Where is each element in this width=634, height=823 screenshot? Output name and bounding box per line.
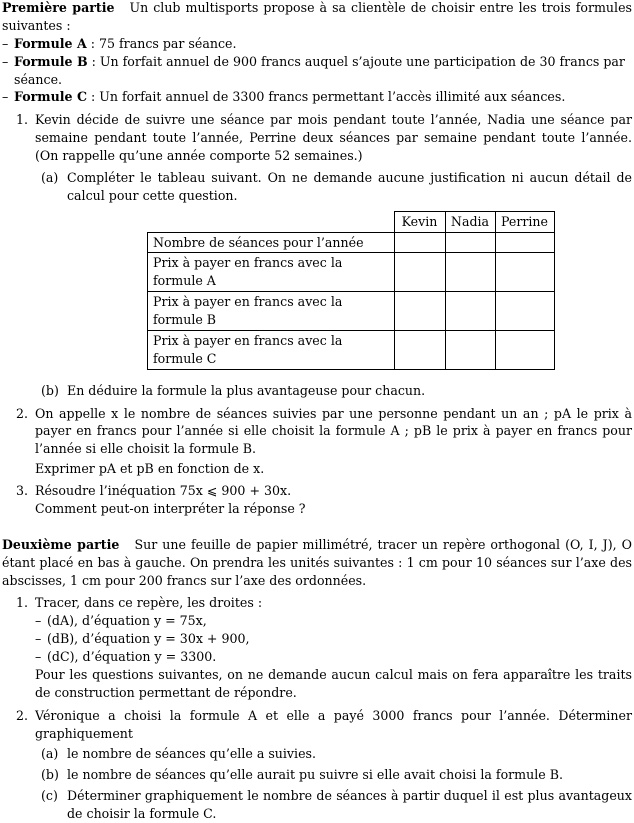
formula-b-name: Formule B	[14, 53, 88, 69]
answer-cell[interactable]	[495, 292, 554, 331]
subquestion-text: En déduire la formule la plus avantageuse pour chacun.	[67, 382, 426, 398]
part1-title: Première partie	[2, 0, 115, 15]
part2-question-2	[2, 707, 632, 743]
question-text: Tracer, dans ce repère, les droites :	[35, 595, 263, 611]
table-row	[148, 330, 555, 369]
line-equation-da: – (dA), d’équation y = 75x,	[35, 612, 632, 630]
question-number: 2.	[16, 405, 29, 421]
formula-c-name: Formule C	[14, 89, 87, 105]
subquestion-label: (a)	[41, 746, 59, 762]
question-number: 1.	[16, 112, 29, 128]
subquestion-label: (a)	[41, 169, 59, 185]
line-equation-dc: – (dC), d’équation y = 3300.	[35, 648, 632, 666]
answer-cell[interactable]	[445, 232, 495, 253]
row-label-price-a: Prix à payer en francs avec la formule A	[148, 253, 395, 292]
answer-cell[interactable]	[495, 330, 554, 369]
answer-cell[interactable]	[394, 232, 445, 253]
answer-cell[interactable]	[495, 232, 554, 253]
table-header-row	[148, 211, 555, 232]
part2-question-1	[2, 594, 632, 701]
part2-title: Deuxième partie	[2, 536, 120, 552]
part1-intro-text: Un club multisports propose à sa clientèle de choisir entre les trois formules suivantes :	[2, 0, 632, 33]
answer-cell[interactable]	[394, 330, 445, 369]
document-page	[2, 0, 632, 823]
part2-intro	[2, 536, 632, 590]
part1-question-3	[2, 482, 632, 518]
subquestion-label: (b)	[41, 767, 59, 783]
subquestion-text: Déterminer graphiquement le nombre de séances à partir duquel il est plus avantageux de choisir la formule C.	[67, 788, 632, 821]
formula-c	[2, 88, 632, 106]
answer-cell[interactable]	[445, 253, 495, 292]
answer-cell[interactable]	[394, 292, 445, 331]
formula-a-desc: : 75 francs par séance.	[86, 35, 237, 51]
part2-question-2b	[2, 766, 632, 784]
part1-question-1	[2, 111, 632, 165]
answer-table	[147, 211, 555, 370]
question-text: Résoudre l’inéquation 75x ⩽ 900 + 30x.	[35, 483, 292, 498]
formula-b	[2, 53, 632, 89]
formula-b-desc: : Un forfait annuel de 900 francs auquel s’ajoute une participation de 30 francs par séance.	[14, 53, 625, 87]
table-corner-cell	[148, 211, 395, 232]
formula-a-name: Formule A	[14, 35, 87, 51]
part1-question-1b	[2, 382, 632, 400]
table-header-nadia: Nadia	[445, 211, 495, 232]
question-text: On appelle x le nombre de séances suivies par une personne pendant un an ; pA le prix à payer en francs pour l’année si elle choisit la formule A ; pB le prix à payer en francs pour l’année si elle choisit la formule B.	[35, 405, 632, 457]
question-text: Kevin décide de suivre une séance par mois pendant toute l’année, Nadia une séance par semaine pendant toute l’année, Perrine deux séances par semaine pendant toute l’année. (On rappelle qu’une année comporte 52 semaines.)	[35, 112, 632, 163]
table-header-perrine: Perrine	[495, 211, 554, 232]
table-row	[148, 232, 555, 253]
table-row	[148, 292, 555, 331]
question-text-2: Pour les questions suivantes, on ne demande aucun calcul mais on fera apparaître les traits de construction permettant de répondre.	[35, 666, 632, 700]
question-text-2: Comment peut-on interpréter la réponse ?	[35, 500, 306, 516]
question-number: 3.	[16, 483, 29, 498]
table-header-kevin: Kevin	[394, 211, 445, 232]
subquestion-text: le nombre de séances qu’elle aurait pu suivre si elle avait choisi la formule B.	[67, 767, 563, 783]
row-label-price-c: Prix à payer en francs avec la formule C	[148, 330, 395, 369]
part2-question-2c	[2, 787, 632, 823]
subquestion-text: le nombre de séances qu’elle a suivies.	[67, 746, 316, 762]
question-number: 2.	[16, 707, 29, 723]
question-text: Véronique a choisi la formule A et elle a payé 3000 francs pour l’année. Déterminer graphiquement	[35, 707, 632, 741]
part1-question-2	[2, 405, 632, 479]
subquestion-label: (c)	[41, 788, 58, 804]
row-label-price-b: Prix à payer en francs avec la formule B	[148, 292, 395, 331]
formula-a	[2, 35, 632, 53]
part1-intro	[2, 0, 632, 35]
table-row	[148, 253, 555, 292]
formula-list	[2, 35, 632, 107]
answer-cell[interactable]	[445, 330, 495, 369]
subquestion-label: (b)	[41, 382, 59, 398]
subquestion-text: Compléter le tableau suivant. On ne demande aucune justification ni aucun détail de calcul pour cette question.	[67, 169, 632, 203]
line-equation-db: – (dB), d’équation y = 30x + 900,	[35, 630, 632, 648]
answer-cell[interactable]	[445, 292, 495, 331]
row-label-sessions: Nombre de séances pour l’année	[148, 232, 395, 253]
question-number: 1.	[16, 595, 29, 611]
part1-question-1a	[2, 169, 632, 205]
answer-cell[interactable]	[495, 253, 554, 292]
question-text-2: Exprimer pA et pB en fonction de x.	[35, 461, 265, 477]
part2-question-2a	[2, 745, 632, 763]
line-equations-list	[35, 612, 632, 666]
answer-cell[interactable]	[394, 253, 445, 292]
part2-intro-text: Sur une feuille de papier millimétré, tracer un repère orthogonal (O, I, J), O étant placé en bas à gauche. On prendra les unités suivantes : 1 cm pour 10 séances sur l’axe des abscisses, 1 cm pour 200 francs sur l’axe des ordonnées.	[2, 536, 632, 588]
formula-c-desc: : Un forfait annuel de 3300 francs permettant l’accès illimité aux séances.	[86, 89, 566, 105]
